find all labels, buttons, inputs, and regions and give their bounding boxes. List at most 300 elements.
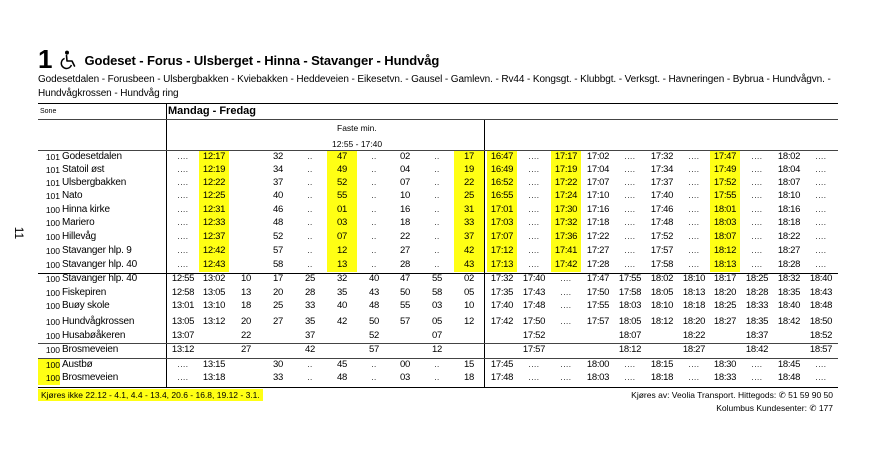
time-cell: ....: [560, 288, 572, 297]
time-cell: ..: [371, 191, 377, 200]
time-cell: ....: [751, 218, 763, 227]
time-cell: 17:36: [554, 231, 578, 242]
zone-cell: 101: [45, 178, 60, 188]
zone-cell: 100: [45, 331, 60, 341]
time-cell: 07: [400, 177, 410, 188]
time-cell: 16:55: [490, 190, 514, 201]
time-cell: 33: [305, 300, 315, 311]
time-cell: 17:40: [490, 300, 514, 311]
time-cell: 27: [273, 316, 283, 327]
time-cell: 12:55: [171, 273, 195, 284]
time-cell: ....: [815, 191, 827, 200]
time-cell: ....: [624, 178, 636, 187]
wheelchair-icon: [58, 50, 78, 70]
time-cell: ....: [751, 232, 763, 241]
table-row: [0, 177, 875, 189]
time-cell: 18:02: [650, 273, 674, 284]
time-cell: 18:45: [777, 359, 801, 370]
time-cell: 12:42: [202, 245, 226, 256]
table-row: [0, 300, 875, 312]
time-cell: ....: [751, 373, 763, 382]
time-cell: 34: [273, 164, 283, 175]
stop-name: Hillevåg: [62, 231, 96, 242]
time-cell: ....: [177, 165, 189, 174]
time-cell: 18:28: [745, 287, 769, 298]
time-cell: ....: [688, 246, 700, 255]
time-cell: 10: [241, 273, 251, 284]
time-cell: 17:37: [650, 177, 674, 188]
phone-icon: ✆: [778, 390, 786, 400]
time-cell: ....: [688, 360, 700, 369]
time-cell: 17:41: [554, 245, 578, 256]
time-cell: 17:55: [713, 190, 737, 201]
time-cell: ..: [434, 191, 440, 200]
time-cell: 17:48: [650, 217, 674, 228]
time-cell: 17:32: [554, 217, 578, 228]
time-cell: ..: [434, 373, 440, 382]
table-row: [0, 344, 875, 356]
time-cell: 18:52: [809, 330, 833, 341]
time-cell: 18:20: [682, 316, 706, 327]
time-cell: 42: [464, 245, 474, 256]
table-row: [0, 372, 875, 384]
time-cell: 13:02: [202, 273, 226, 284]
time-cell: 05: [464, 287, 474, 298]
time-cell: 18:57: [809, 344, 833, 355]
time-cell: ....: [624, 218, 636, 227]
time-cell: 10: [464, 300, 474, 311]
time-cell: 16: [400, 204, 410, 215]
time-cell: 18:48: [777, 372, 801, 383]
time-cell: 18:43: [809, 287, 833, 298]
time-cell: ....: [688, 152, 700, 161]
time-cell: 18:33: [745, 300, 769, 311]
time-cell: 58: [273, 259, 283, 270]
time-cell: ....: [624, 232, 636, 241]
time-cell: 17:24: [554, 190, 578, 201]
time-cell: 18:03: [618, 300, 642, 311]
time-cell: ....: [751, 360, 763, 369]
zone-cell: 100: [45, 360, 60, 370]
time-cell: 55: [400, 300, 410, 311]
time-cell: 28: [400, 259, 410, 270]
time-cell: ....: [815, 152, 827, 161]
time-cell: 37: [305, 330, 315, 341]
time-cell: 17:52: [650, 231, 674, 242]
time-cell: 03: [400, 372, 410, 383]
time-cell: ....: [624, 165, 636, 174]
time-cell: 32: [337, 273, 347, 284]
time-cell: 18:42: [777, 316, 801, 327]
time-cell: 20: [273, 287, 283, 298]
time-cell: ....: [751, 152, 763, 161]
stop-name: Statoil øst: [62, 164, 105, 175]
time-cell: 18:28: [777, 259, 801, 270]
time-cell: 18:18: [650, 372, 674, 383]
time-cell: ....: [815, 165, 827, 174]
time-cell: ....: [528, 205, 540, 214]
time-cell: 22: [400, 231, 410, 242]
time-cell: 18:22: [682, 330, 706, 341]
time-cell: 13: [241, 287, 251, 298]
time-cell: ....: [815, 373, 827, 382]
time-cell: 52: [273, 231, 283, 242]
time-cell: 16:47: [490, 151, 514, 162]
column-divider: [484, 119, 485, 387]
time-cell: ..: [307, 178, 313, 187]
time-cell: 10: [400, 190, 410, 201]
time-cell: 18:10: [777, 190, 801, 201]
time-cell: 18:25: [713, 300, 737, 311]
time-cell: 18: [464, 372, 474, 383]
time-cell: 37: [273, 177, 283, 188]
time-cell: 18:13: [682, 287, 706, 298]
time-cell: ....: [751, 260, 763, 269]
time-cell: 18: [241, 300, 251, 311]
customer-service-info: [716, 402, 833, 414]
time-cell: 55: [337, 190, 347, 201]
zone-cell: 100: [45, 373, 60, 383]
time-cell: 43: [369, 287, 379, 298]
time-cell: 17:55: [618, 273, 642, 284]
time-cell: 33: [273, 372, 283, 383]
time-cell: 17:58: [650, 259, 674, 270]
time-cell: ..: [371, 218, 377, 227]
time-cell: 17:57: [650, 245, 674, 256]
stop-name: Nato: [62, 190, 83, 201]
time-cell: 13:12: [171, 344, 195, 355]
time-cell: ..: [371, 178, 377, 187]
time-cell: 18:48: [809, 300, 833, 311]
time-cell: 52: [369, 330, 379, 341]
time-cell: 17:28: [586, 259, 610, 270]
time-cell: 58: [432, 287, 442, 298]
time-cell: ..: [434, 178, 440, 187]
time-cell: 57: [400, 316, 410, 327]
time-cell: 32: [273, 151, 283, 162]
stop-name: Fiskepiren: [62, 287, 107, 298]
time-cell: 25: [305, 273, 315, 284]
time-cell: ....: [751, 165, 763, 174]
time-cell: 37: [464, 231, 474, 242]
table-row: [0, 204, 875, 216]
time-cell: 04: [400, 164, 410, 175]
time-cell: 12:33: [202, 217, 226, 228]
time-cell: 17:40: [650, 190, 674, 201]
zone-cell: 100: [45, 260, 60, 270]
route-header: [38, 44, 439, 72]
time-cell: 18:33: [713, 372, 737, 383]
time-cell: 12:17: [202, 151, 226, 162]
time-cell: ..: [434, 165, 440, 174]
time-cell: 17:57: [522, 344, 546, 355]
time-cell: ....: [751, 205, 763, 214]
time-cell: 17:03: [490, 217, 514, 228]
time-cell: ....: [815, 360, 827, 369]
table-row: [0, 245, 875, 257]
time-cell: 42: [337, 316, 347, 327]
time-cell: ....: [688, 373, 700, 382]
time-cell: ..: [307, 191, 313, 200]
time-cell: 17:34: [650, 164, 674, 175]
time-cell: ....: [560, 373, 572, 382]
table-row: [0, 287, 875, 299]
fixed-minutes-label: Faste min.: [337, 123, 377, 133]
time-cell: 18:07: [713, 231, 737, 242]
time-cell: ....: [815, 218, 827, 227]
zone-cell: 101: [45, 191, 60, 201]
time-cell: 18:30: [713, 359, 737, 370]
time-cell: 12: [432, 344, 442, 355]
time-cell: 18:07: [777, 177, 801, 188]
time-cell: ..: [434, 246, 440, 255]
time-cell: 17:32: [650, 151, 674, 162]
time-cell: ....: [624, 360, 636, 369]
time-cell: ....: [815, 246, 827, 255]
time-cell: 28: [305, 287, 315, 298]
time-cell: 25: [464, 190, 474, 201]
customer-service-phone: 177: [818, 403, 833, 413]
time-cell: 18:12: [618, 344, 642, 355]
time-cell: 12:58: [171, 287, 195, 298]
time-cell: 17:58: [618, 287, 642, 298]
time-cell: 05: [432, 316, 442, 327]
day-type-header: Mandag - Fredag: [168, 105, 257, 117]
time-cell: 52: [337, 177, 347, 188]
time-cell: 17:46: [650, 204, 674, 215]
time-cell: 02: [464, 273, 474, 284]
time-cell: 18:01: [713, 204, 737, 215]
zone-cell: 100: [45, 232, 60, 242]
time-cell: ....: [688, 191, 700, 200]
zone-cell: 100: [45, 205, 60, 215]
time-cell: 18:18: [682, 300, 706, 311]
time-cell: 57: [369, 344, 379, 355]
time-cell: 07: [432, 330, 442, 341]
time-cell: 13:15: [202, 359, 226, 370]
time-cell: 17:47: [713, 151, 737, 162]
time-cell: 13:05: [171, 316, 195, 327]
time-cell: 18:42: [745, 344, 769, 355]
column-divider: [166, 104, 167, 387]
table-row: [0, 330, 875, 342]
time-cell: 45: [337, 359, 347, 370]
zone-cell: 100: [45, 218, 60, 228]
time-cell: ..: [371, 232, 377, 241]
time-cell: 17:27: [586, 245, 610, 256]
time-cell: 17:50: [522, 316, 546, 327]
time-cell: 17:42: [554, 259, 578, 270]
time-cell: ....: [815, 178, 827, 187]
stop-name: Stavanger hlp. 40: [62, 259, 137, 270]
time-cell: ..: [371, 360, 377, 369]
time-cell: ..: [307, 360, 313, 369]
time-cell: 17: [273, 273, 283, 284]
time-cell: 31: [464, 204, 474, 215]
time-cell: ....: [688, 232, 700, 241]
time-cell: 18:17: [713, 273, 737, 284]
time-cell: 17:18: [586, 217, 610, 228]
time-cell: 13:18: [202, 372, 226, 383]
time-cell: 12:37: [202, 231, 226, 242]
time-cell: ....: [815, 232, 827, 241]
time-cell: 13:01: [171, 300, 195, 311]
time-cell: ....: [528, 178, 540, 187]
time-cell: 18:50: [809, 316, 833, 327]
time-cell: 17:50: [586, 287, 610, 298]
time-cell: ....: [528, 165, 540, 174]
time-cell: ....: [624, 205, 636, 214]
time-cell: 17:32: [490, 273, 514, 284]
time-cell: 19: [464, 164, 474, 175]
time-cell: 17:19: [554, 164, 578, 175]
time-cell: 12: [337, 245, 347, 256]
time-cell: 17:13: [490, 259, 514, 270]
table-row: [0, 273, 875, 285]
table-row: [0, 217, 875, 229]
time-cell: ....: [177, 152, 189, 161]
time-cell: 40: [337, 300, 347, 311]
time-cell: 18:35: [777, 287, 801, 298]
time-cell: 30: [273, 359, 283, 370]
time-cell: 12:31: [202, 204, 226, 215]
row-divider: [38, 358, 838, 359]
route-number: 1: [38, 44, 53, 74]
table-top-rule: [38, 103, 838, 104]
time-cell: 18:16: [777, 204, 801, 215]
time-cell: 17:57: [586, 316, 610, 327]
time-cell: 17:52: [713, 177, 737, 188]
time-cell: 33: [464, 217, 474, 228]
zone-cell: 100: [45, 246, 60, 256]
time-cell: ..: [434, 360, 440, 369]
zone-cell: 101: [45, 165, 60, 175]
time-cell: 18:40: [777, 300, 801, 311]
time-cell: 17: [464, 151, 474, 162]
customer-service-label: Kolumbus Kundesenter:: [716, 403, 807, 413]
time-cell: ....: [688, 218, 700, 227]
operator-info: [631, 389, 833, 401]
time-cell: 57: [273, 245, 283, 256]
time-cell: 12:43: [202, 259, 226, 270]
time-cell: 48: [273, 217, 283, 228]
time-cell: 18:22: [777, 231, 801, 242]
time-cell: ..: [307, 260, 313, 269]
zone-cell: 100: [45, 288, 60, 298]
time-cell: ..: [434, 260, 440, 269]
time-cell: 01: [337, 204, 347, 215]
time-cell: ....: [528, 373, 540, 382]
time-cell: 18:27: [777, 245, 801, 256]
time-cell: 17:55: [586, 300, 610, 311]
time-cell: 50: [400, 287, 410, 298]
stop-name: Husabøåkeren: [62, 330, 126, 341]
stop-name: Hinna kirke: [62, 204, 110, 215]
zone-cell: 100: [45, 274, 60, 284]
time-cell: ....: [688, 178, 700, 187]
time-cell: ....: [528, 218, 540, 227]
time-cell: 55: [432, 273, 442, 284]
route-description: Godesetdalen - Forusbeen - Ulsbergbakken - Kviebakken - Heddeveien - Eikesetvn. - Gausel - Gamlevn. - Rv44 - Kongsgt. - Klubbgt. - Verksgt. - Havneringen - Bybrua - Hundvågvn. - Hundvågkrossen - Hundvåg ring: [38, 74, 831, 99]
row-divider: [38, 387, 838, 388]
time-cell: 18:32: [777, 273, 801, 284]
time-cell: 18:03: [713, 217, 737, 228]
time-cell: ....: [177, 178, 189, 187]
time-cell: ..: [434, 232, 440, 241]
time-cell: ..: [307, 373, 313, 382]
time-cell: 17:04: [586, 164, 610, 175]
time-cell: 17:07: [586, 177, 610, 188]
time-cell: 17:17: [554, 151, 578, 162]
time-cell: ....: [624, 373, 636, 382]
time-cell: ....: [177, 205, 189, 214]
time-cell: 18:04: [777, 164, 801, 175]
time-cell: ..: [307, 152, 313, 161]
stop-name: Buøy skole: [62, 300, 110, 311]
time-cell: 18:25: [745, 273, 769, 284]
time-cell: 22: [464, 177, 474, 188]
time-cell: ..: [307, 205, 313, 214]
time-cell: 48: [369, 300, 379, 311]
page-number: 11: [12, 226, 27, 240]
time-cell: 47: [337, 151, 347, 162]
time-cell: ....: [528, 360, 540, 369]
time-cell: ....: [177, 232, 189, 241]
time-cell: ....: [560, 301, 572, 310]
time-cell: 13: [337, 259, 347, 270]
time-cell: 18:03: [586, 372, 610, 383]
time-cell: 18: [400, 217, 410, 228]
stop-name: Austbø: [62, 359, 93, 370]
table-row: [0, 190, 875, 202]
time-cell: ....: [528, 191, 540, 200]
time-cell: ..: [371, 246, 377, 255]
time-cell: 13:05: [202, 287, 226, 298]
time-cell: 12:25: [202, 190, 226, 201]
time-cell: ....: [624, 260, 636, 269]
time-cell: 17:02: [586, 151, 610, 162]
time-cell: 35: [337, 287, 347, 298]
stop-name: Ulsbergbakken: [62, 177, 127, 188]
time-cell: 18:12: [713, 245, 737, 256]
time-cell: 00: [400, 359, 410, 370]
time-cell: 17:22: [586, 231, 610, 242]
time-cell: 13:12: [202, 316, 226, 327]
zone-cell: 100: [45, 317, 60, 327]
time-cell: 25: [273, 300, 283, 311]
time-cell: 18:12: [650, 316, 674, 327]
time-cell: 02: [400, 151, 410, 162]
time-cell: ....: [528, 152, 540, 161]
time-cell: ....: [815, 260, 827, 269]
time-cell: 12: [464, 316, 474, 327]
time-cell: ..: [307, 165, 313, 174]
table-row: [0, 316, 875, 328]
time-cell: 18:15: [650, 359, 674, 370]
service-exception-note: Kjøres ikke 22.12 - 4.1, 4.4 - 13.4, 20.6 - 16.8, 19.12 - 3.1.: [38, 389, 263, 401]
time-cell: 13:07: [171, 330, 195, 341]
time-cell: 17:35: [490, 287, 514, 298]
time-cell: ....: [815, 205, 827, 214]
time-cell: ....: [624, 191, 636, 200]
time-cell: ....: [624, 152, 636, 161]
time-cell: 27: [241, 344, 251, 355]
time-cell: 18:10: [650, 300, 674, 311]
time-cell: ....: [528, 246, 540, 255]
time-cell: 12:22: [202, 177, 226, 188]
lost-property-phone: 51 59 90 50: [788, 390, 833, 400]
zone-cell: 100: [45, 345, 60, 355]
